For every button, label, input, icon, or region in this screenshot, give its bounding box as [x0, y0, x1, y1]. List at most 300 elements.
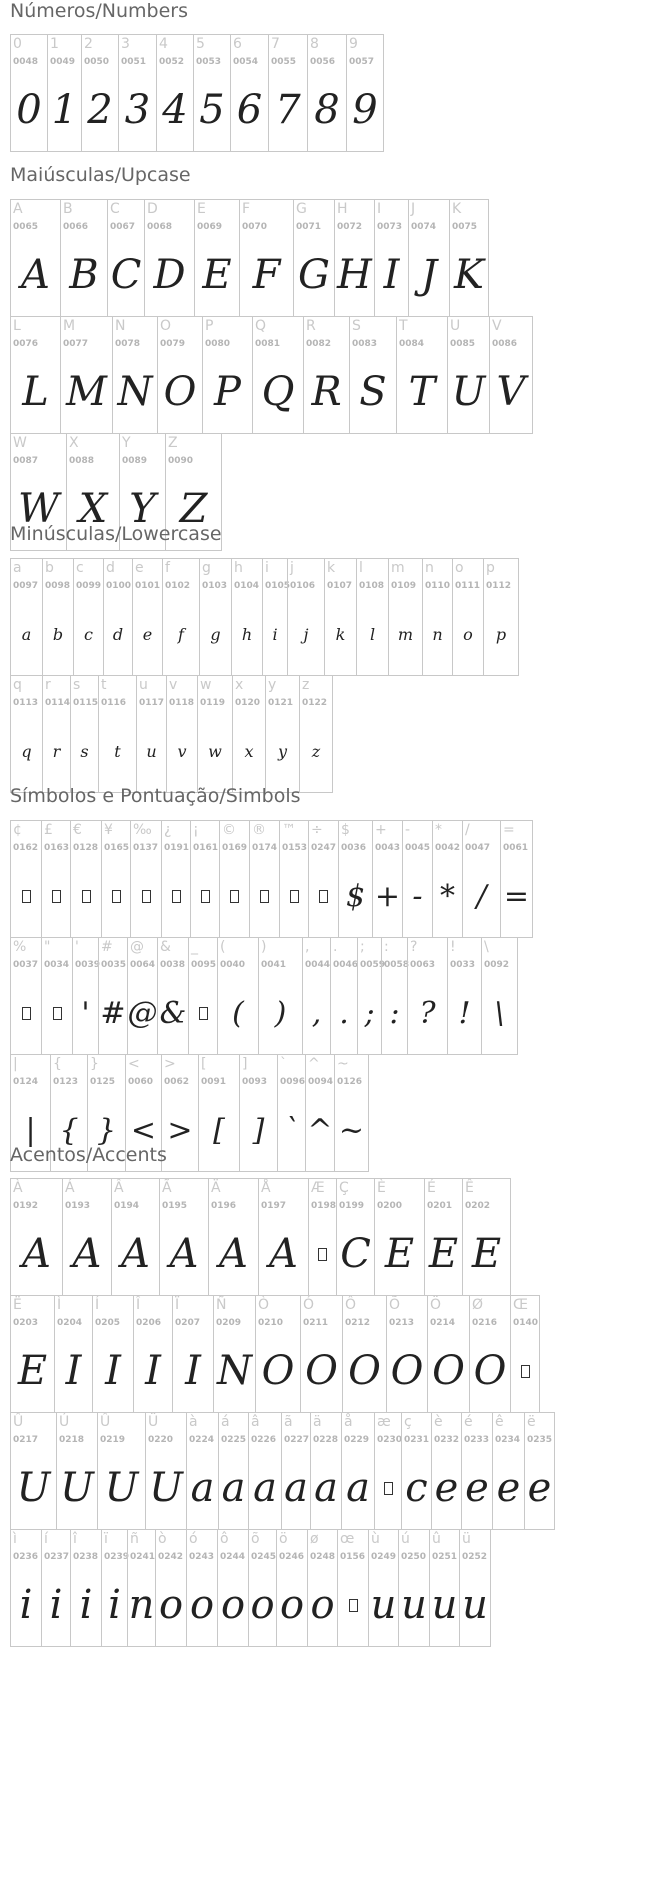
glyph-cell	[388, 558, 423, 676]
glyph-cell	[429, 1529, 460, 1647]
glyph-cell	[208, 1178, 259, 1296]
glyph-sample: U	[149, 1465, 183, 1511]
character-label: a	[13, 560, 22, 576]
glyph-cell	[54, 1295, 93, 1413]
character-label: ñ	[130, 1531, 139, 1547]
char-code: 0099	[76, 581, 102, 591]
glyph-sample: X	[78, 486, 108, 532]
char-code: 0098	[45, 581, 71, 591]
character-label: <	[128, 1056, 140, 1072]
character-label: ä	[313, 1414, 322, 1430]
glyph-row	[10, 820, 532, 938]
missing-glyph-box	[384, 1482, 393, 1495]
character-label: [	[201, 1056, 207, 1072]
character-label: ™	[282, 822, 296, 838]
missing-glyph-box	[142, 890, 151, 903]
char-code: 0214	[430, 1318, 456, 1328]
character-label: Â	[114, 1180, 124, 1196]
glyph-sample: H	[337, 252, 372, 298]
character-label: Ì	[57, 1297, 62, 1313]
glyph-sample: ?	[419, 995, 436, 1031]
glyph-sample: v	[177, 741, 187, 761]
character-label: k	[327, 560, 336, 576]
char-code: 0080	[205, 339, 231, 349]
glyph-sample: $	[345, 878, 366, 914]
char-code: 0194	[114, 1201, 140, 1211]
character-label: /	[465, 822, 470, 838]
char-code: 0096	[280, 1077, 306, 1087]
character-label: û	[432, 1531, 441, 1547]
character-label: Ò	[258, 1297, 270, 1313]
glyph-sample: #	[100, 995, 126, 1031]
glyph-sample: !	[458, 995, 471, 1031]
char-code: 0034	[44, 960, 70, 970]
character-label: 7	[271, 36, 280, 52]
character-label: .	[333, 939, 338, 955]
glyph-grid	[10, 558, 518, 792]
glyph-sample: E	[471, 1231, 502, 1277]
character-label: ÷	[311, 822, 323, 838]
glyph-sample: A	[22, 1231, 51, 1277]
glyph-cell	[92, 1295, 134, 1413]
glyph-sample: o	[279, 1582, 305, 1628]
glyph-sample: 5	[199, 87, 225, 133]
character-label: X	[69, 435, 79, 451]
glyph-sample: A	[21, 252, 50, 298]
glyph-sample: C	[110, 252, 142, 298]
char-code: 0251	[432, 1552, 458, 1562]
glyph-sample: A	[219, 1231, 248, 1277]
character-label: R	[306, 318, 316, 334]
glyph-sample: j	[303, 624, 309, 644]
character-label: t	[101, 677, 107, 693]
char-code: 0070	[242, 222, 268, 232]
glyph-cell	[230, 34, 269, 152]
glyph-cell	[159, 1178, 209, 1296]
glyph-sample: &	[159, 995, 187, 1031]
char-code: 0203	[13, 1318, 39, 1328]
char-code: 0237	[44, 1552, 70, 1562]
glyph-sample: )	[274, 995, 287, 1031]
glyph-sample: I	[105, 1348, 121, 1394]
missing-glyph-box	[199, 1007, 208, 1020]
character-label: \	[484, 939, 489, 955]
section-title: Minúsculas/Lowercase	[10, 523, 222, 545]
char-code: 0115	[73, 698, 99, 708]
character-label: u	[139, 677, 148, 693]
missing-glyph-icon	[131, 861, 161, 931]
char-code: 0113	[13, 698, 39, 708]
glyph-sample: E	[384, 1231, 415, 1277]
glyph-sample: u	[462, 1582, 488, 1628]
glyph-sample: a	[190, 1465, 215, 1511]
character-label: m	[391, 560, 405, 576]
character-label: |	[13, 1056, 18, 1072]
char-code: 0074	[411, 222, 437, 232]
char-code: 0085	[450, 339, 476, 349]
glyph-sample: L	[22, 369, 49, 415]
character-label: £	[44, 822, 53, 838]
character-label: n	[425, 560, 434, 576]
character-label: w	[200, 677, 212, 693]
glyph-cell	[252, 316, 304, 434]
char-code: 0040	[220, 960, 246, 970]
glyph-cell	[447, 937, 482, 1055]
char-code: 0050	[84, 57, 110, 67]
char-code: 0117	[139, 698, 165, 708]
character-label: 6	[233, 36, 242, 52]
char-code: 0097	[13, 581, 39, 591]
glyph-sample: ^	[307, 1112, 333, 1148]
character-label: o	[455, 560, 464, 576]
char-code: 0246	[279, 1552, 305, 1562]
glyph-sample: (	[232, 995, 244, 1031]
glyph-cell	[194, 199, 240, 317]
glyph-sample: 3	[124, 87, 151, 133]
character-label: Ö	[430, 1297, 442, 1313]
glyph-cell	[281, 1412, 311, 1530]
glyph-cell	[431, 1412, 462, 1530]
char-code: 0112	[486, 581, 512, 591]
glyph-cell	[265, 675, 300, 793]
character-label: ó	[189, 1531, 198, 1547]
character-label: Ó	[303, 1297, 315, 1313]
character-label: Q	[255, 318, 267, 334]
character-label: ê	[495, 1414, 504, 1430]
glyph-sample: i	[49, 1582, 63, 1628]
glyph-sample: e	[465, 1465, 489, 1511]
glyph-grid	[10, 199, 532, 550]
char-code: 0079	[160, 339, 186, 349]
glyph-grid	[10, 820, 532, 1171]
glyph-sample: a	[221, 1465, 246, 1511]
glyph-sample: G	[298, 252, 330, 298]
glyph-cell	[193, 34, 231, 152]
glyph-cell	[368, 1529, 399, 1647]
char-code: 0069	[197, 222, 223, 232]
glyph-grid	[10, 1178, 554, 1646]
character-label: $	[341, 822, 350, 838]
glyph-sample: N	[117, 369, 153, 415]
glyph-cell	[136, 675, 167, 793]
missing-glyph-icon	[280, 861, 308, 931]
glyph-sample: w	[208, 741, 222, 761]
glyph-cell	[10, 558, 43, 676]
char-code: 0209	[216, 1318, 242, 1328]
char-code: 0068	[147, 222, 173, 232]
character-label: B	[63, 201, 73, 217]
character-label: Ô	[345, 1297, 357, 1313]
glyph-cell	[374, 1412, 402, 1530]
char-code: 0126	[337, 1077, 363, 1087]
character-label: )	[261, 939, 267, 955]
glyph-sample: 1	[51, 87, 78, 133]
glyph-sample: g	[210, 624, 221, 644]
character-label: s	[73, 677, 81, 693]
glyph-sample: Z	[179, 486, 208, 532]
character-label: i	[265, 560, 269, 576]
char-code: 0048	[13, 57, 39, 67]
char-code: 0236	[13, 1552, 39, 1562]
glyph-sample: `	[284, 1112, 299, 1148]
glyph-sample: u	[146, 741, 157, 761]
character-label: A	[13, 201, 23, 217]
character-label: j	[290, 560, 294, 576]
char-code: 0231	[404, 1435, 430, 1445]
character-label: €	[73, 822, 82, 838]
glyph-cell	[334, 1054, 369, 1172]
glyph-cell	[10, 1529, 42, 1647]
glyph-cell	[307, 34, 347, 152]
character-label: N	[115, 318, 126, 334]
missing-glyph-icon	[191, 861, 219, 931]
character-label: Ï	[175, 1297, 180, 1313]
character-label: Æ	[311, 1180, 325, 1196]
glyph-cell	[248, 1412, 282, 1530]
glyph-sample: a	[314, 1465, 338, 1511]
glyph-cell	[157, 937, 189, 1055]
character-label: é	[464, 1414, 473, 1430]
missing-glyph-box	[230, 890, 239, 903]
glyph-cell	[232, 675, 266, 793]
glyph-cell	[190, 820, 220, 938]
glyph-sample: ,	[311, 995, 322, 1031]
glyph-cell	[307, 1529, 338, 1647]
glyph-cell	[60, 199, 108, 317]
char-code: 0033	[450, 960, 476, 970]
char-code: 0219	[100, 1435, 126, 1445]
glyph-sample: 0	[16, 87, 42, 133]
glyph-cell	[213, 1295, 256, 1413]
glyph-cell	[70, 820, 102, 938]
glyph-cell	[293, 199, 335, 317]
character-label: 9	[349, 36, 358, 52]
glyph-sample: *	[440, 878, 455, 914]
missing-glyph-box	[172, 890, 181, 903]
glyph-cell	[10, 199, 61, 317]
glyph-sample: C	[340, 1231, 371, 1277]
glyph-cell	[101, 820, 131, 938]
glyph-cell	[10, 1295, 55, 1413]
glyph-sample: O	[432, 1348, 465, 1394]
glyph-cell	[449, 199, 489, 317]
character-label: l	[359, 560, 363, 576]
char-code: 0202	[465, 1201, 491, 1211]
glyph-cell	[42, 558, 74, 676]
character-label: 5	[196, 36, 205, 52]
char-code: 0121	[268, 698, 294, 708]
char-code: 0104	[234, 581, 260, 591]
char-code: 0193	[65, 1201, 91, 1211]
glyph-sample: u	[401, 1582, 427, 1628]
char-code: 0241	[130, 1552, 156, 1562]
glyph-sample: E	[202, 252, 232, 298]
character-label: ö	[279, 1531, 288, 1547]
glyph-cell	[276, 1529, 308, 1647]
char-code: 0232	[434, 1435, 460, 1445]
glyph-sample: n	[432, 624, 443, 644]
char-code: 0051	[121, 57, 147, 67]
char-code: 0077	[63, 339, 89, 349]
glyph-cell	[10, 1412, 57, 1530]
char-code: 0060	[128, 1077, 154, 1087]
missing-glyph-box	[82, 890, 91, 903]
char-code: 0116	[101, 698, 127, 708]
char-code: 0056	[310, 57, 336, 67]
char-code: 0137	[133, 843, 159, 853]
character-label: C	[110, 201, 120, 217]
char-code: 0196	[211, 1201, 237, 1211]
character-label: æ	[377, 1414, 391, 1430]
character-label: #	[101, 939, 113, 955]
glyph-sample: o	[310, 1582, 335, 1628]
glyph-cell	[231, 558, 263, 676]
character-label: b	[45, 560, 54, 576]
char-code: 0101	[135, 581, 161, 591]
glyph-row	[10, 199, 532, 317]
character-label: ú	[401, 1531, 410, 1547]
char-code: 0095	[191, 960, 217, 970]
character-label: H	[337, 201, 348, 217]
glyph-cell	[172, 1295, 214, 1413]
glyph-cell	[239, 199, 294, 317]
character-label: %	[13, 939, 27, 955]
char-code: 0045	[405, 843, 431, 853]
glyph-sample: i	[108, 1582, 121, 1628]
glyph-cell	[489, 316, 533, 434]
missing-glyph-icon	[11, 861, 41, 931]
glyph-sample: o	[463, 624, 473, 644]
char-code: 0100	[106, 581, 132, 591]
character-label: ã	[284, 1414, 293, 1430]
glyph-sample: z	[311, 741, 321, 761]
glyph-cell	[258, 1178, 309, 1296]
glyph-sample: e	[142, 624, 153, 644]
glyph-cell	[398, 1529, 430, 1647]
char-code: 0105	[265, 581, 291, 591]
missing-glyph-icon	[338, 1570, 368, 1640]
glyph-cell	[218, 1412, 249, 1530]
glyph-cell	[101, 1529, 128, 1647]
char-code: 0081	[255, 339, 281, 349]
glyph-sample: O	[390, 1348, 424, 1394]
glyph-sample: b	[52, 624, 64, 644]
char-code: 0227	[284, 1435, 310, 1445]
char-code: 0243	[189, 1552, 215, 1562]
char-code: 0163	[44, 843, 70, 853]
character-label: h	[234, 560, 243, 576]
glyph-sample: u	[370, 1582, 397, 1628]
character-label: ë	[527, 1414, 536, 1430]
glyph-cell	[452, 558, 484, 676]
glyph-sample: -	[412, 878, 423, 914]
glyph-cell	[186, 1412, 219, 1530]
character-label: Ä	[211, 1180, 221, 1196]
char-code: 0128	[73, 843, 99, 853]
glyph-cell	[198, 1054, 240, 1172]
char-code: 0245	[251, 1552, 277, 1562]
character-label: è	[434, 1414, 443, 1430]
glyph-cell	[268, 34, 308, 152]
glyph-sample: @	[127, 995, 158, 1031]
glyph-cell	[461, 1412, 493, 1530]
glyph-sample: Q	[261, 369, 295, 415]
char-code: 0161	[193, 843, 219, 853]
glyph-cell	[337, 1529, 369, 1647]
character-label: Y	[122, 435, 131, 451]
char-code: 0247	[311, 843, 337, 853]
char-code: 0041	[261, 960, 287, 970]
character-label: G	[296, 201, 307, 217]
glyph-cell	[372, 820, 403, 938]
glyph-cell	[98, 937, 128, 1055]
character-label: v	[169, 677, 178, 693]
char-code: 0087	[13, 456, 39, 466]
glyph-sample: B	[69, 252, 99, 298]
glyph-cell	[334, 199, 375, 317]
glyph-cell	[524, 1412, 555, 1530]
character-label: à	[189, 1414, 198, 1430]
glyph-row	[10, 34, 383, 152]
character-label: g	[202, 560, 211, 576]
missing-glyph-icon	[250, 861, 279, 931]
glyph-cell	[374, 199, 409, 317]
glyph-sample: A	[169, 1231, 199, 1277]
char-code: 0120	[235, 698, 261, 708]
glyph-cell	[133, 1295, 173, 1413]
glyph-sample: '	[81, 995, 90, 1031]
character-label: Ñ	[216, 1297, 227, 1313]
character-label: !	[450, 939, 456, 955]
glyph-cell	[381, 937, 408, 1055]
missing-glyph-icon	[220, 861, 249, 931]
char-code: 0235	[527, 1435, 553, 1445]
char-code: 0042	[435, 843, 461, 853]
character-label: Ë	[13, 1297, 22, 1313]
character-label: (	[220, 939, 226, 955]
char-code: 0055	[271, 57, 297, 67]
char-code: 0122	[302, 698, 328, 708]
missing-glyph-box	[521, 1365, 530, 1378]
character-label: K	[452, 201, 462, 217]
char-code: 0078	[115, 339, 141, 349]
glyph-cell	[56, 1412, 98, 1530]
glyph-cell	[73, 558, 104, 676]
char-code: 0046	[333, 960, 359, 970]
glyph-cell	[10, 675, 43, 793]
character-label: f	[165, 560, 170, 576]
missing-glyph-icon	[309, 1219, 336, 1289]
char-code: 0065	[13, 222, 39, 232]
glyph-sample: U	[16, 1465, 51, 1511]
character-label: ]	[242, 1056, 248, 1072]
character-label: }	[90, 1056, 99, 1072]
char-code: 0204	[57, 1318, 83, 1328]
character-label: ¡	[193, 822, 199, 838]
char-code: 0165	[104, 843, 130, 853]
glyph-sample: r	[52, 741, 61, 761]
glyph-row	[10, 316, 532, 434]
glyph-sample: W	[17, 486, 60, 532]
glyph-cell	[10, 820, 42, 938]
missing-glyph-icon	[309, 861, 338, 931]
char-code: 0110	[425, 581, 451, 591]
glyph-cell	[81, 34, 119, 152]
character-label: ;	[360, 939, 365, 955]
glyph-cell	[427, 1295, 470, 1413]
character-label: '	[75, 939, 79, 955]
glyph-sample: I	[145, 1348, 161, 1394]
